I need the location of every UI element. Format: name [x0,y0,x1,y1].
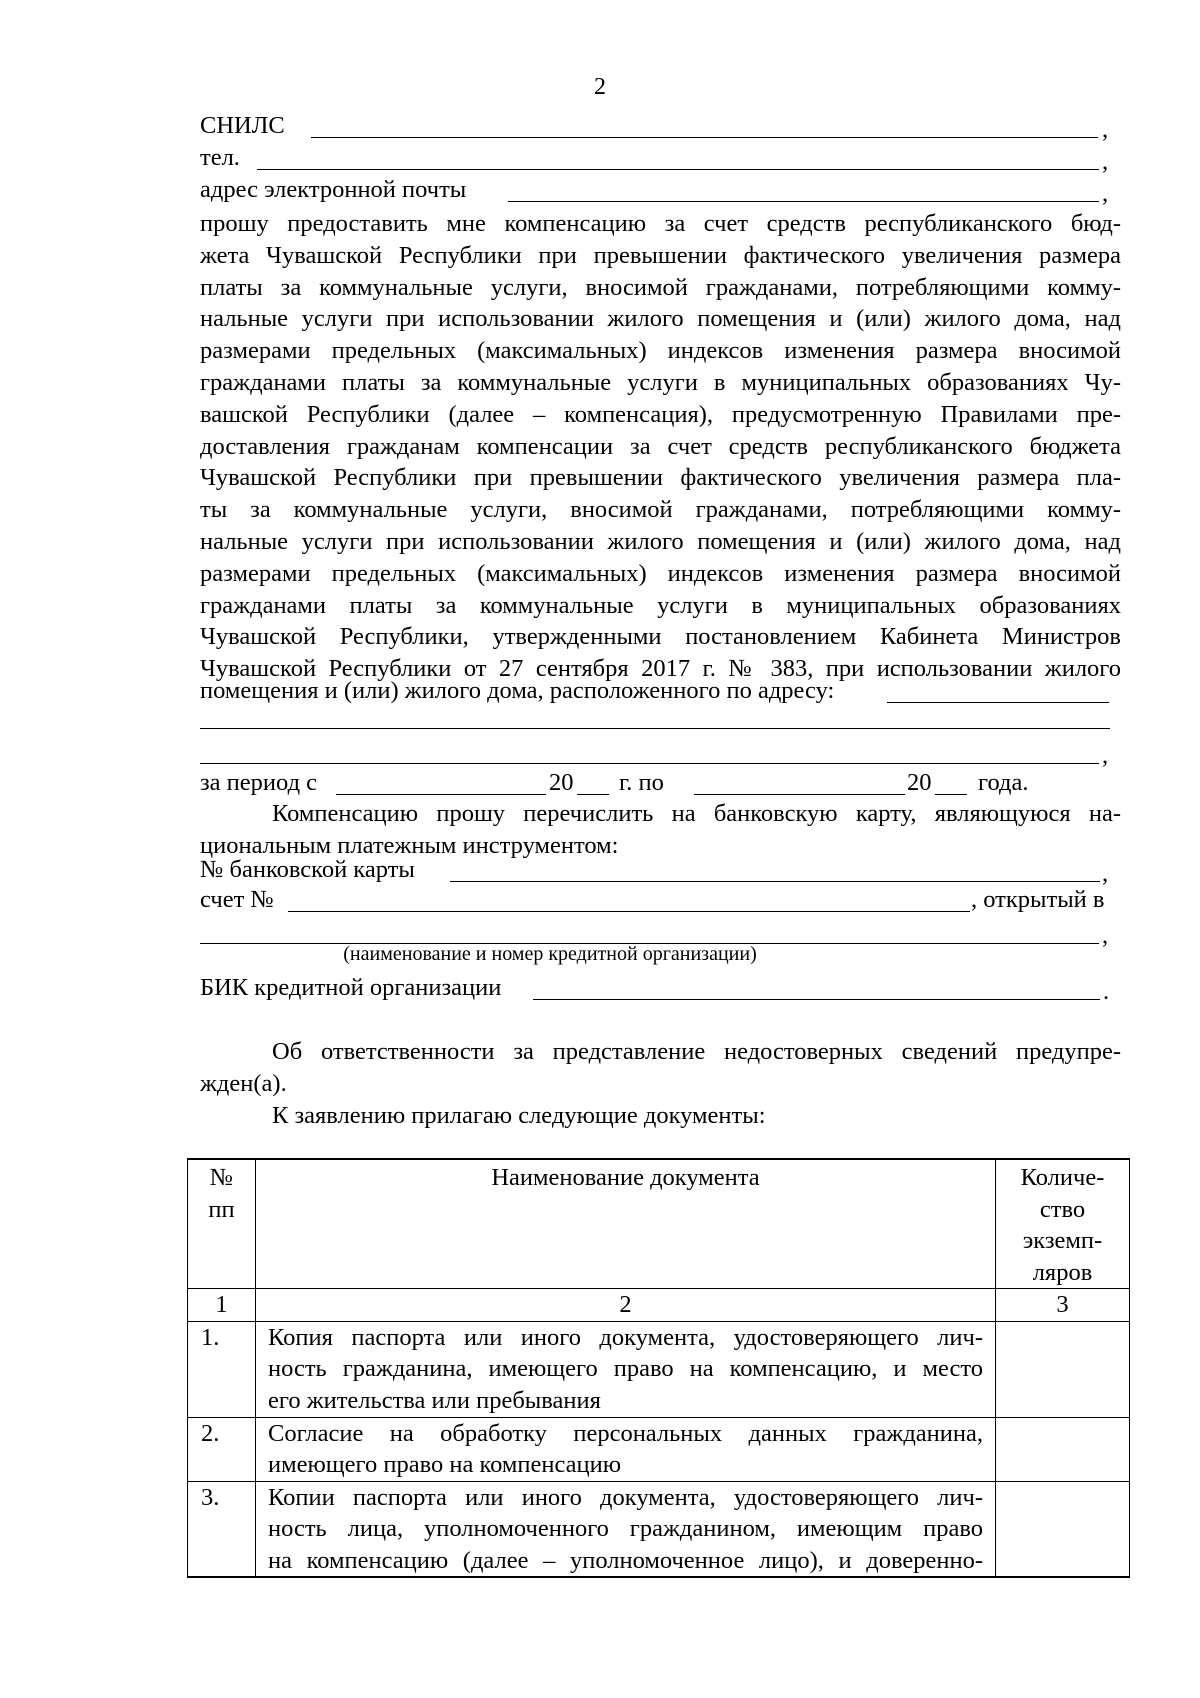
snils-input-line[interactable] [311,137,1098,138]
transfer-line: циональным платежным инструментом: [200,831,619,859]
request-line: Чувашской Республики при превышении фактического увеличения размера пла- [200,464,1121,492]
email-field [200,178,1120,208]
header-number-line: пп [208,1195,235,1223]
row-quantity-cell[interactable] [996,1481,1130,1577]
transfer-paragraph [200,798,1121,862]
account-input-line[interactable] [288,911,970,912]
request-line: платы за коммунальные услуги, вносимой гражданами, потребляющими комму- [200,273,1121,301]
credit-org-comma: , [1102,922,1109,949]
address-comma: , [1102,742,1109,769]
tel-input-line[interactable] [257,169,1099,170]
bik-period: . [1103,978,1110,1005]
snils-field [200,114,1120,144]
period-to-label: г. по [619,769,664,796]
table-row [188,1321,1130,1417]
row-number: 2. [188,1417,256,1481]
bank-card-input-line[interactable] [450,881,1100,882]
row-number: 3. [188,1481,256,1577]
header-name-text: Наименование документа [491,1164,760,1191]
request-line: размерами предельных (максимальных) индексов изменения размера вносимой [200,559,1121,587]
column-number-1: 1 [188,1289,256,1322]
period-field [200,771,1120,801]
row-text-line: имеющего право на компенсацию [268,1451,622,1478]
address-input-line-3[interactable] [200,763,1099,764]
header-qty-line: ляров [1032,1258,1093,1286]
email-label: адрес электронной почты [200,176,467,203]
snils-comma: , [1102,116,1109,143]
account-label: счет № [200,886,274,913]
request-paragraph [200,208,1121,685]
row-text-line: Копии паспорта или иного документа, удостоверяющего лич- [268,1483,983,1511]
row-text-line: ность лица, уполномоченного гражданином, имеющим право [268,1515,983,1542]
credit-org-caption: (наименование и номер кредитной организации) [343,943,757,965]
request-line: гражданами платы за коммунальные услуги в муниципальных образованиях [200,591,1121,619]
address-input-line-1[interactable] [887,702,1109,703]
row-number: 1. [188,1321,256,1417]
row-text-line: на компенсацию (далее – уполномоченное лицо), и доверенно- [268,1546,983,1574]
tel-label: тел. [200,144,240,171]
table-header-row [188,1159,1130,1289]
period-to-date-input[interactable] [694,794,905,795]
header-qty-line: ство [1039,1195,1086,1223]
attachments-intro-text: К заявлению прилагаю следующие документы: [272,1102,766,1129]
header-number-line: № [209,1164,234,1191]
bank-card-field [200,858,1120,888]
header-qty-cell [996,1159,1130,1289]
tel-field [200,146,1120,176]
header-qty-line: Количе- [1020,1164,1105,1191]
address-field [200,679,1120,709]
period-from-year-input[interactable] [577,794,609,795]
table-row [188,1417,1130,1481]
row-text-line: ность гражданина, имеющего право на компенсацию, и место [268,1355,983,1382]
request-line: жета Чувашской Республики при превышении фактического увеличения размера [200,241,1121,269]
column-number-3: 3 [996,1289,1130,1322]
request-line: вашской Республики (далее – компенсация), предусмотренную Правилами пре- [200,400,1121,428]
request-line: прошу предоставить мне компенсацию за счет средств республиканского бюд- [200,210,1121,237]
email-comma: , [1102,180,1109,207]
tel-comma: , [1102,148,1109,175]
transfer-line: Компенсацию прошу перечислить на банковскую карту, являющуюся на- [272,800,1121,827]
period-year-prefix-1: 20 [549,769,574,796]
bank-card-label: № банковской карты [200,856,415,883]
request-line: доставления гражданам компенсации за счет средств республиканского бюджета [200,432,1121,460]
documents-table [187,1158,1130,1578]
email-input-line[interactable] [508,201,1099,202]
header-number-cell [188,1159,256,1289]
request-line: размерами предельных (максимальных) индексов изменения размера вносимой [200,337,1121,365]
row-text-line: его жительства или пребывания [268,1386,601,1414]
bik-input-line[interactable] [533,999,1100,1000]
period-year-prefix-2: 20 [907,769,932,796]
row-document-name [256,1321,996,1417]
period-end-label: года. [978,769,1029,796]
period-from-label: за период с [200,769,318,796]
request-line: гражданами платы за коммунальные услуги в муниципальных образованиях Чу- [200,368,1121,396]
address-label: помещения и (или) жилого дома, расположенного по адресу: [200,677,835,704]
request-line: Чувашской Республики от 27 сентября 2017 г. № 383, при использовании жилого [200,655,1121,683]
request-line: ты за коммунальные услуги, вносимой гражданами, потребляющими комму- [200,496,1121,524]
bank-card-comma: , [1102,860,1109,887]
request-line: нальные услуги при использовании жилого помещения и (или) жилого дома, над [200,527,1121,555]
account-opened-label: , открытый в [971,886,1105,913]
request-line: нальные услуги при использовании жилого помещения и (или) жилого дома, над [200,305,1121,333]
address-line-3 [200,740,1120,770]
period-from-date-input[interactable] [336,794,546,795]
period-to-year-input[interactable] [935,794,967,795]
attachments-intro [200,1100,1121,1132]
bik-label: БИК кредитной организации [200,974,502,1001]
liability-line: Об ответственности за представление недостоверных сведений предупре- [272,1038,1121,1065]
header-qty-line: экземп- [1022,1227,1103,1254]
liability-line: жден(а). [200,1069,287,1097]
row-text-line: Согласие на обработку персональных данных гражданина, [268,1419,983,1447]
bik-field [200,976,1120,1006]
column-numbers-row [188,1289,1130,1322]
row-document-name [256,1481,996,1577]
row-quantity-cell[interactable] [996,1321,1130,1417]
page-number: 2 [594,74,606,100]
row-quantity-cell[interactable] [996,1417,1130,1481]
row-document-name [256,1417,996,1481]
column-number-2: 2 [256,1289,996,1322]
table-row [188,1481,1130,1577]
account-field [200,888,1120,918]
row-text-line: Копия паспорта или иного документа, удостоверяющего лич- [268,1323,983,1351]
snils-label: СНИЛС [200,112,285,139]
header-name-cell [256,1159,996,1289]
address-input-line-2[interactable] [200,728,1110,729]
request-line: Чувашской Республики, утвержденными постановлением Кабинета Министров [200,623,1121,651]
liability-paragraph [200,1036,1121,1100]
